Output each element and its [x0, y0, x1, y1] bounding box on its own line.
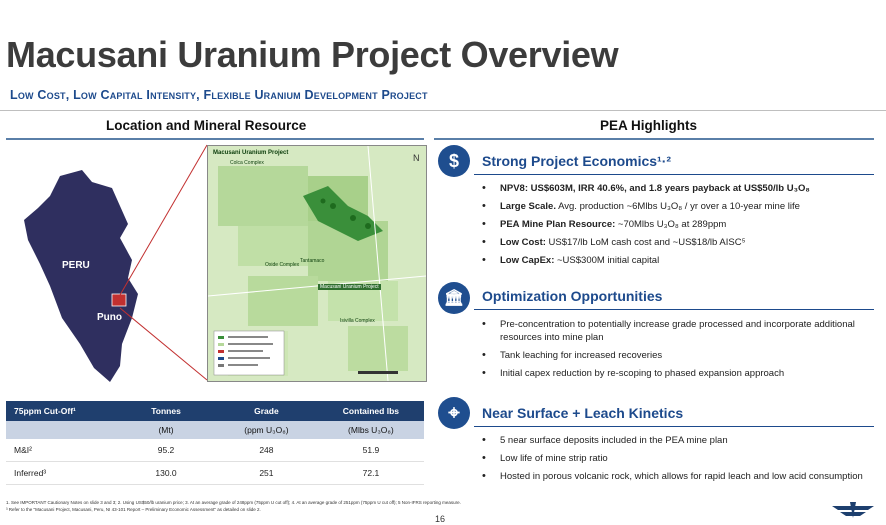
- table-unit-cell: [6, 421, 117, 439]
- page-title: Macusani Uranium Project Overview: [6, 34, 619, 75]
- table-header-lbs: Contained lbs: [318, 401, 424, 421]
- table-row: [6, 462, 424, 485]
- table-units-row: [6, 421, 424, 439]
- location-section-heading: Location and Mineral Resource: [106, 118, 307, 133]
- highlight-rule: [474, 309, 874, 310]
- bank-icon: 🏛: [438, 282, 470, 314]
- table-row-label: M&I²: [6, 439, 117, 462]
- connector-top: [120, 145, 207, 295]
- economics-bullets: [478, 182, 874, 272]
- highlight-title-near-surface: Near Surface + Leach Kinetics: [482, 405, 684, 421]
- table-unit-cell: (Mlbs U₃O₈): [318, 421, 424, 439]
- puno-label: Puno: [97, 312, 122, 323]
- peru-label: PERU: [62, 260, 90, 271]
- list-item: • Initial capex reduction by re-scoping to phased expansion approach: [478, 367, 874, 380]
- table-header-row: [6, 401, 424, 421]
- list-item: • PEA Mine Plan Resource: ~70Mlbs U₃O₈ at 289ppm: [478, 218, 874, 231]
- map-title: Macusani Uranium Project: [213, 150, 289, 156]
- highlight-title-economics: Strong Project Economics¹·²: [482, 153, 672, 169]
- tantamaco-label: Tantamaco: [300, 258, 325, 264]
- table-cell: 51.9: [318, 439, 424, 462]
- pea-section-heading: PEA Highlights: [600, 118, 697, 133]
- deposit-label: Isivilla Complex: [340, 318, 375, 324]
- list-item: • Low life of mine strip ratio: [478, 452, 874, 465]
- resource-table: [6, 401, 424, 485]
- highlight-title-optimization: Optimization Opportunities: [482, 288, 663, 304]
- project-label: Macusani Uranium Project: [320, 284, 379, 290]
- dollar-icon: $: [438, 145, 470, 177]
- svg-text:N: N: [413, 153, 420, 163]
- list-item: • Tank leaching for increased recoveries: [478, 349, 874, 362]
- connector-bottom: [120, 308, 207, 380]
- list-item: • Low Cost: US$17/lb LoM cash cost and ~US$18/lb AISC⁵: [478, 236, 874, 249]
- highlight-rule: [474, 174, 874, 175]
- near-surface-bullets: [478, 434, 874, 488]
- table-unit-cell: (Mt): [117, 421, 215, 439]
- highlight-rule: [474, 426, 874, 427]
- table-cell: 251: [215, 462, 318, 485]
- footnote-1: 1. See IMPORTANT Cautionary Notes on slide 3 and 3; 2. Using US$50/lb uranium price; 3. At an average grade of 248ppm (75ppm U cut off); 4. At an average grade of 251ppm (75ppm U cut off); 5 Non-IFRS reporting measure.: [6, 500, 461, 505]
- list-item: • Low CapEx: ~US$300M initial capital: [478, 254, 874, 267]
- table-cell: 72.1: [318, 462, 424, 485]
- table-unit-cell: (ppm U₃O₈): [215, 421, 318, 439]
- list-item: • NPV8: US$603M, IRR 40.6%, and 1.8 years payback at US$50/lb U₃O₈: [478, 182, 874, 195]
- header-divider: [0, 110, 886, 111]
- optimization-bullets: [478, 318, 874, 385]
- footnote-2: ³ Refer to the "Macusani Project, Macusani, Peru, NI 43-101 Report – Preliminary Economic Assessment" as detailed on slide 2.: [6, 507, 261, 512]
- table-cell: 248: [215, 439, 318, 462]
- table-header-cutoff: 75ppm Cut-Off¹: [6, 401, 117, 421]
- colca-label: Colca Complex: [230, 160, 264, 166]
- table-header-grade: Grade: [215, 401, 318, 421]
- map-connector-lines: [110, 140, 220, 385]
- table-cell: 95.2: [117, 439, 215, 462]
- company-logo-icon: [830, 500, 876, 520]
- list-item: • Large Scale. Avg. production ~6Mlbs U₃O₈ / yr over a 10-year mine life: [478, 200, 874, 213]
- oxide-label: Oxide Complex: [265, 262, 300, 268]
- table-row-label: Inferred³: [6, 462, 117, 485]
- page-number: 16: [435, 514, 446, 524]
- table-header-tonnes: Tonnes: [117, 401, 215, 421]
- pea-section-rule: [434, 138, 874, 140]
- table-cell: 130.0: [117, 462, 215, 485]
- list-item: • Hosted in porous volcanic rock, which allows for rapid leach and low acid consumption: [478, 470, 874, 483]
- table-row: [6, 439, 424, 462]
- map-pin-icon: ⌖: [438, 397, 470, 429]
- page-subtitle: Low Cost, Low Capital Intensity, Flexible Uranium Development Project: [10, 88, 428, 102]
- list-item: • Pre-concentration to potentially increase grade processed and incorporate additional resources into mine plan: [478, 318, 874, 344]
- list-item: • 5 near surface deposits included in the PEA mine plan: [478, 434, 874, 447]
